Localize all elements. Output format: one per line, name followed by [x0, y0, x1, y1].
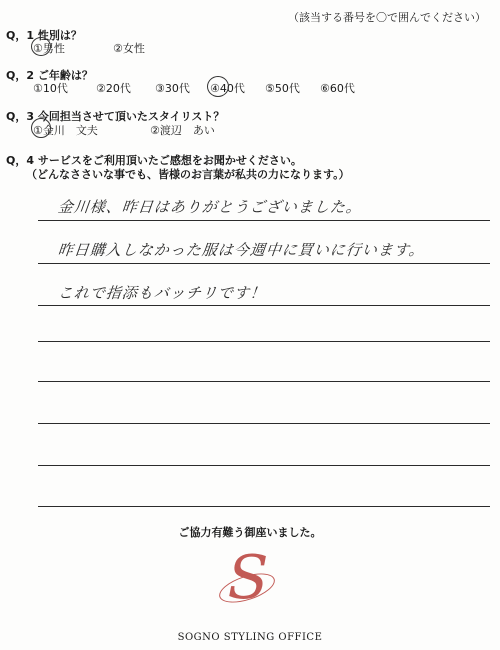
- ruled-line: [38, 381, 490, 382]
- q3-option-watanabe[interactable]: ②渡辺 あい: [150, 124, 215, 137]
- brand-logo: S: [227, 543, 269, 613]
- q2-option-10s[interactable]: ①10代: [33, 82, 68, 95]
- selection-circle-q3: [31, 118, 51, 138]
- q1-option-female[interactable]: ②女性: [113, 42, 145, 55]
- ruled-line: [38, 263, 490, 264]
- answer-line-2: 昨日購入しなかった服は今週中に買いに行います。: [57, 241, 426, 259]
- question-4-sublabel: （どんなささいな事でも、皆様のお言葉が私共の力になります。）: [26, 168, 350, 181]
- thanks-message: ご協力有難う御座いました。: [178, 526, 322, 539]
- selection-circle-q1: [31, 37, 51, 56]
- ruled-line: [38, 423, 490, 424]
- ruled-line: [38, 465, 490, 466]
- ruled-line: [38, 220, 490, 221]
- q2-option-40s[interactable]: ④40代: [210, 82, 245, 95]
- q1-option-male[interactable]: ①男性: [33, 42, 65, 55]
- q2-option-50s[interactable]: ⑤50代: [265, 82, 300, 95]
- q2-option-30s[interactable]: ③30代: [155, 82, 190, 95]
- selection-circle-q2: [207, 76, 229, 97]
- ruled-line: [38, 341, 490, 342]
- ruled-line: [38, 305, 490, 306]
- question-4-label: Q，4 サービスをご利用頂いたご感想をお聞かせください。: [6, 154, 302, 167]
- answer-line-1: 金川様、昨日はありがとうございました。: [57, 198, 363, 216]
- instruction-text: （該当する番号を〇で囲んでください）: [288, 11, 486, 24]
- ruled-line: [38, 506, 490, 507]
- q2-option-20s[interactable]: ②20代: [96, 82, 131, 95]
- question-1-label: Q，1 性別は？: [6, 29, 82, 42]
- q2-option-60s[interactable]: ⑥60代: [320, 82, 355, 95]
- q3-option-kanagawa[interactable]: ①金川 文夫: [33, 124, 98, 137]
- brand-name: SOGNO STYLING OFFICE: [177, 632, 323, 643]
- answer-line-3: これで指添もバッチリです！: [57, 284, 267, 302]
- question-3-label: Q，3 今回担当させて頂いたスタイリスト？: [6, 110, 225, 123]
- question-2-label: Q，2 ご年齢は？: [6, 69, 93, 82]
